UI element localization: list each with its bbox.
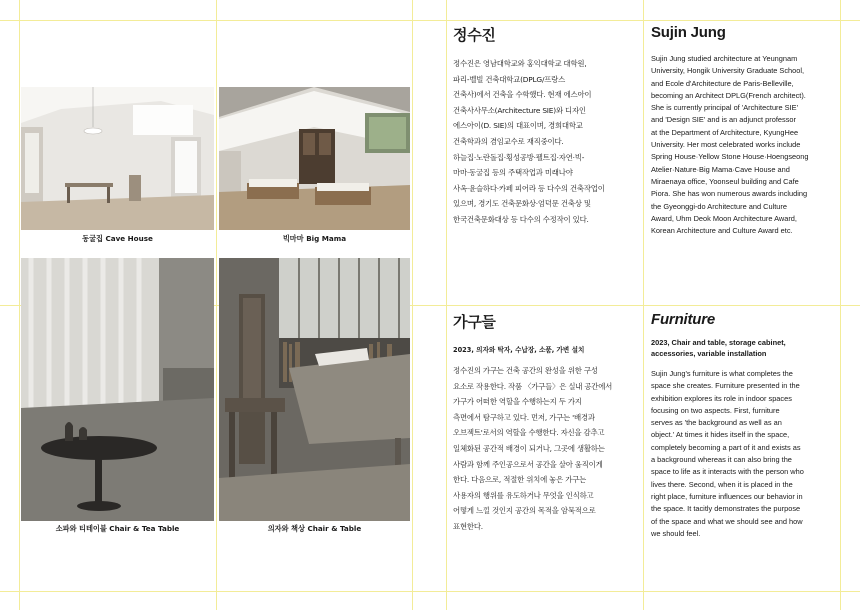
text-line: 한다. 다음으로, 적절한 위치에 놓은 가구는	[453, 475, 587, 485]
bio-english-body	[651, 53, 837, 237]
big-mama-photo	[219, 87, 410, 230]
furniture-korean-subtitle: 2023, 의자와 탁자, 수납장, 소품, 가변 설치	[453, 346, 585, 354]
furniture-korean	[453, 311, 639, 535]
text-line: 파리-벨빌 건축대학교(DPLG/프랑스	[453, 74, 566, 84]
text-line: and Ecole d'Architecture de Paris-Belleville,	[651, 78, 794, 88]
text-line: 건축사사무소(Architecture SIE)와 디자인	[453, 105, 586, 115]
furniture-korean-title: 가구들	[453, 313, 496, 331]
text-line: becoming an Architect DPLG(French architect).	[651, 90, 806, 100]
text-line: 건축학과의 겸임교수로 재직중이다.	[453, 136, 564, 146]
text-line: focusing on two aspects. First, furniture	[651, 405, 780, 415]
text-line: 마마·동굴집 등의 주택작업과 미래나야	[453, 168, 573, 178]
bio-korean-title: 정수진	[453, 26, 496, 44]
text-line: 사람과 함께 주인공으로서 공간을 살아 움직이게	[453, 459, 603, 469]
furniture-korean-body	[453, 363, 639, 535]
text-line: of the space and what we should see and how	[651, 516, 803, 526]
furniture-english	[651, 311, 837, 540]
text-line: serves as 'the background as well as an	[651, 418, 782, 428]
text-line: we should feel.	[651, 528, 701, 538]
big-mama-caption: 빅마마 Big Mama	[282, 234, 347, 243]
text-line: the space. It tacitly demonstrates the purpose	[651, 504, 801, 514]
text-line: Sujin Jung studied architecture at Yeungnam	[651, 54, 798, 63]
text-line: the Gyeonggi-do Architecture and Culture	[651, 201, 787, 211]
chair-tea-table-caption: 소파와 티테이블 Chair & Tea Table	[55, 524, 180, 533]
chair-table-caption: 의자와 책상 Chair & Table	[267, 524, 362, 533]
text-line: 건축사)에서 건축을 수학했다. 현재 에스아이	[453, 90, 592, 100]
text-line: space to life as it interacts with the person who	[651, 467, 804, 477]
text-line: 사용자의 행위를 유도하거나 무엇을 인식하고	[453, 490, 594, 500]
text-line: 정수진의 가구는 건축 공간의 완성을 위한 구성	[453, 366, 598, 375]
text-line: object.' At times it hides itself in the space,	[651, 430, 790, 440]
text-line: 2023, Chair and table, storage cabinet,	[651, 338, 786, 347]
text-line: 있으며, 경기도 건축문화상·엄덕문 건축상 및	[453, 199, 591, 209]
text-line: and 'Design SIE' and is an adjunct professor	[651, 115, 796, 125]
chair-tea-table-photo	[21, 258, 214, 521]
text-line: Piora. She has won numerous awards including	[651, 189, 808, 199]
furniture-english-body	[651, 368, 837, 540]
text-line: University, Hongik University Graduate School,	[651, 66, 805, 76]
cave-house-caption: 동굴집 Cave House	[82, 234, 153, 243]
text-line: Spring House·Yellow Stone House·Hoengseong	[651, 152, 809, 162]
text-line: She is currently principal of 'Architecture SIE'	[651, 103, 799, 113]
chair-table-photo	[219, 258, 410, 521]
text-line: a background whereas it can also bring the	[651, 455, 792, 465]
text-line: Korean Architecture and Culture Award etc.	[651, 226, 793, 236]
text-line: 사옥·윤슬하다·카페 피어라 등 다수의 건축작업이	[453, 183, 605, 193]
text-line: Sujin Jung's furniture is what completes the	[651, 369, 793, 378]
text-line: 일체화된 공간적 배경이 되거나, 그곳에 생활하는	[453, 443, 605, 453]
text-line: accessories, variable installation	[651, 348, 767, 358]
text-line: 표현한다.	[453, 521, 483, 531]
text-line: at the Department of Architecture, KyungHee	[651, 127, 799, 137]
furniture-english-subtitle	[651, 338, 837, 359]
bio-english-title: Sujin Jung	[651, 24, 726, 41]
furniture-english-title: Furniture	[651, 311, 716, 328]
text-line: Award, Uhm Deok Moon Architecture Award,	[651, 213, 797, 223]
text-line: 정수진은 영남대학교와 홍익대학교 대학원,	[453, 59, 587, 68]
text-line: 에스아이(D. SIE)의 대표이며, 경희대학교	[453, 121, 583, 131]
bio-english	[651, 24, 837, 237]
text-line: 요소로 작용한다. 작품 〈가구들〉은 실내 공간에서	[453, 381, 613, 391]
text-line: completely becoming a part of it and exists as	[651, 442, 801, 452]
text-line: space she creates. Furniture presented in the	[651, 381, 800, 391]
text-line: University. Her most celebrated works include	[651, 140, 801, 150]
bio-korean	[453, 24, 639, 228]
text-line: lives there. Second, when it is placed in the	[651, 479, 793, 489]
bio-korean-body	[453, 56, 639, 228]
text-line: 하늘집·노란돌집·횡성공방·펠트집·자연·빅-	[453, 152, 585, 162]
text-line: Atelier·Nature·Big Mama·Cave House and	[651, 164, 790, 174]
text-line: Miraenaya office, Yoonseul building and Cafe	[651, 176, 799, 186]
text-line: 측면에서 탐구하고 있다. 먼저, 가구는 '배경과	[453, 412, 595, 422]
text-line: 어떻게 느낄 것인지 공간의 목적을 암묵적으로	[453, 506, 596, 516]
text-line: 한국건축문화대상 등 다수의 수정작이 있다.	[453, 214, 589, 224]
text-line: right place, furniture influences our behavior in	[651, 491, 803, 501]
text-line: 가구가 어떠한 역할을 수행하는지 두 가지	[453, 397, 582, 407]
cave-house-photo	[21, 87, 214, 230]
text-line: exhibition explores its role in indoor spaces	[651, 393, 792, 403]
text-line: 오브젝트'로서의 역할을 수행한다. 자신을 감추고	[453, 428, 605, 438]
